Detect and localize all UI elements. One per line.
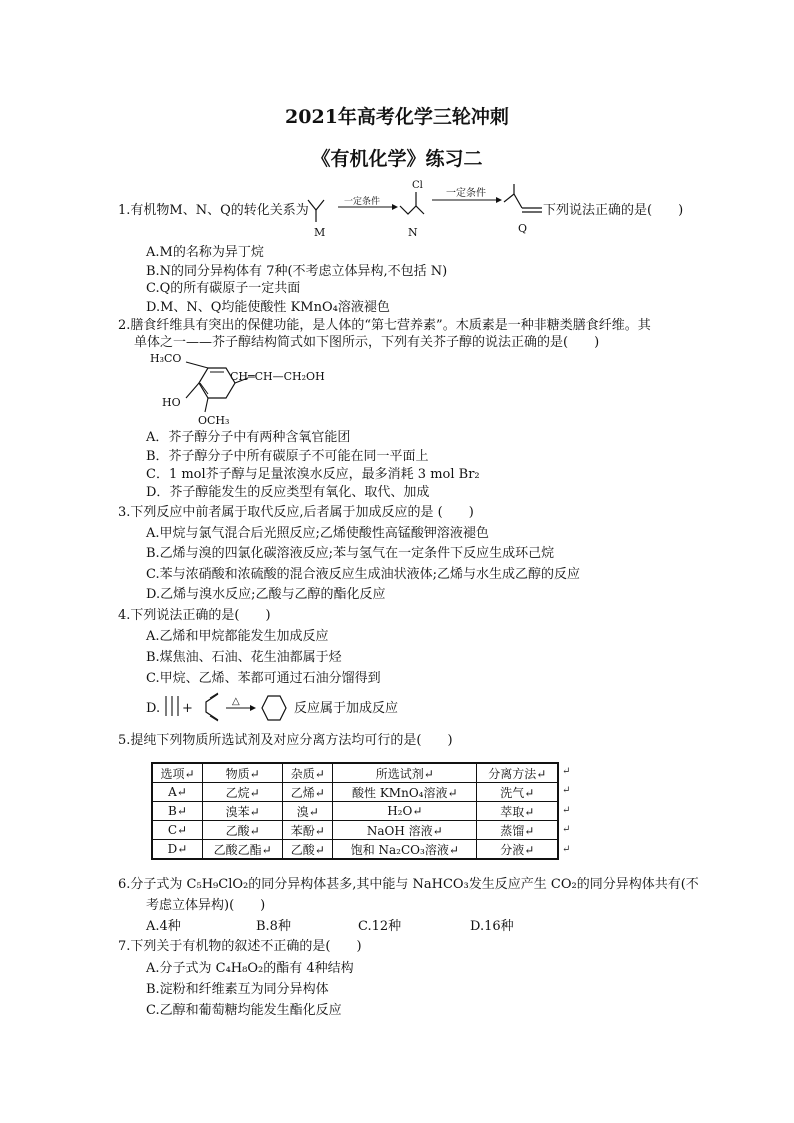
- q2-option-b: B．芥子醇分子中所有碳原子不可能在同一平面上: [146, 449, 429, 464]
- q3-option-c: C.苯与浓硝酸和浓硫酸的混合液反应生成油状液体;乙烯与水生成乙醇的反应: [146, 567, 580, 582]
- table-header-cell: 杂质↵: [283, 763, 333, 783]
- struct-h3co: H₃CO: [150, 352, 182, 365]
- cyclohexene-ring: [262, 696, 286, 720]
- row-end-mark: ↵: [562, 785, 571, 796]
- q7-option-c: C.乙醇和葡萄糖均能发生酯化反应: [146, 1003, 342, 1018]
- q6-stem-line1: 6.分子式为 C₅H₉ClO₂的同分异构体甚多,其中能与 NaHCO₃发生反应产生 CO₂的同分异构体共有(不: [118, 877, 699, 892]
- table-cell: 乙酸↵: [202, 821, 282, 840]
- q1-stem-after: 下列说法正确的是( ): [543, 203, 684, 218]
- table-cell: 萃取↵: [477, 802, 558, 821]
- q2-stem-line2: 单体之一——芥子醇结构简式如下图所示，下列有关芥子醇的说法正确的是( ): [134, 335, 600, 350]
- table-header-cell: 分离方法↵: [477, 763, 558, 783]
- reaction-arrowhead-2: [496, 197, 502, 203]
- q2-stem-line1: 2.膳食纤维具有突出的保健功能，是人体的“第七营养素”。木质素是一种非糖类膳食纤维。其: [118, 318, 651, 333]
- q3-stem: 3.下列反应中前者属于取代反应,后者属于加成反应的是 ( ): [118, 505, 474, 520]
- q4-option-d-prefix: D.: [146, 701, 161, 716]
- table-cell: 乙烯↵: [283, 783, 333, 802]
- table-cell: 乙酸↵: [283, 840, 333, 860]
- q6-option-c: C.12种: [358, 919, 402, 934]
- q1-stem-before: 1.有机物M、N、Q的转化关系为: [118, 203, 309, 218]
- q1-option-a: A.M的名称为异丁烷: [146, 245, 264, 260]
- label-cl: Cl: [412, 180, 423, 191]
- arrow-label-2: 一定条件: [446, 188, 486, 199]
- q4-option-b: B.煤焦油、石油、花生油都属于烃: [146, 650, 342, 665]
- molecule-q-bonds: [504, 194, 522, 208]
- table-row: [152, 783, 558, 802]
- q2-option-c: C．1 mol芥子醇与足量浓溴水反应，最多消耗 3 mol Br₂: [146, 467, 480, 482]
- q2-sinapyl-structure: [150, 350, 350, 430]
- q1-option-b: B.N的同分异构体有 7种(不考虑立体异构,不包括 N): [146, 264, 448, 279]
- label-n: N: [408, 226, 418, 239]
- q3-option-d: D.乙烯与溴水反应;乙酸与乙醇的酯化反应: [146, 587, 386, 602]
- q2-option-d: D．芥子醇能发生的反应类型有氧化、取代、加成: [146, 485, 430, 500]
- q6-option-b: B.8种: [256, 919, 291, 934]
- table-cell: 乙酸乙酯↵: [202, 840, 282, 860]
- molecule-m-bonds: [308, 200, 324, 210]
- table-cell: 酸性 KMnO₄溶液↵: [333, 783, 477, 802]
- table-cell: A↵: [152, 783, 202, 802]
- table-header-row: [152, 763, 558, 783]
- q4-option-c: C.甲烷、乙烯、苯都可通过石油分馏得到: [146, 671, 381, 686]
- table-cell: H₂O↵: [333, 802, 477, 821]
- molecule-n-bonds: [400, 206, 424, 214]
- row-end-mark: ↵: [562, 766, 571, 777]
- table-header-cell: 物质↵: [202, 763, 282, 783]
- q4-stem: 4.下列说法正确的是( ): [118, 608, 271, 623]
- q6-stem-line2: 考虑立体异构)( ): [146, 898, 266, 913]
- heat-sign: △: [232, 696, 240, 707]
- table-cell: 溴苯↵: [202, 802, 282, 821]
- struct-ho: HO: [162, 396, 181, 409]
- table-header-cell: 所选试剂↵: [333, 763, 477, 783]
- q4-diels-alder-diagram: [162, 690, 292, 726]
- table-row: [152, 802, 558, 821]
- struct-chain: CH═CH—CH₂OH: [230, 370, 325, 383]
- document-subtitle: 《有机化学》练习二: [311, 148, 483, 170]
- q3-option-b: B.乙烯与溴的四氯化碳溶液反应;苯与氢气在一定条件下反应生成环己烷: [146, 546, 555, 561]
- table-cell: 洗气↵: [477, 783, 558, 802]
- q4-option-d-suffix: 反应属于加成反应: [294, 701, 399, 716]
- table-row: [152, 840, 558, 860]
- table-cell: 苯酚↵: [283, 821, 333, 840]
- q1-option-d: D.M、N、Q均能使酸性 KMnO₄溶液褪色: [146, 300, 390, 315]
- row-end-mark: ↵: [562, 824, 571, 835]
- table-cell: C↵: [152, 821, 202, 840]
- plus-sign: +: [182, 701, 193, 716]
- table-cell: 分液↵: [477, 840, 558, 860]
- label-m: M: [314, 226, 326, 239]
- row-end-mark: ↵: [562, 844, 571, 855]
- arrow-label-1: 一定条件: [344, 197, 381, 207]
- q2-option-a: A．芥子醇分子中有两种含氧官能团: [146, 430, 351, 445]
- q3-option-a: A.甲烷与氯气混合后光照反应;乙烯使酸性高锰酸钾溶液褪色: [146, 526, 489, 541]
- q7-stem: 7.下列关于有机物的叙述不正确的是( ): [118, 939, 362, 954]
- q1-stem: [118, 203, 309, 219]
- reaction-arrowhead-1: [392, 204, 398, 210]
- q6-option-a: A.4种: [146, 919, 181, 934]
- table-cell: 蒸馏↵: [477, 821, 558, 840]
- butadiene-bonds: [206, 694, 218, 720]
- document-title: 2021年高考化学三轮冲刺: [285, 106, 509, 128]
- label-q: Q: [518, 222, 528, 235]
- table-cell: 饱和 Na₂CO₃溶液↵: [333, 840, 477, 860]
- q4-option-a: A.乙烯和甲烷都能发生加成反应: [146, 629, 329, 644]
- table-cell: 乙烷↵: [202, 783, 282, 802]
- table-header-cell: 选项↵: [152, 763, 202, 783]
- q6-option-d: D.16种: [470, 919, 514, 934]
- struct-och3: OCH₃: [198, 414, 230, 427]
- table-cell: B↵: [152, 802, 202, 821]
- q1-option-c: C.Q的所有碳原子一定共面: [146, 281, 301, 296]
- table-cell: 溴↵: [283, 802, 333, 821]
- row-end-mark: ↵: [562, 805, 571, 816]
- table-cell: NaOH 溶液↵: [333, 821, 477, 840]
- q7-option-a: A.分子式为 C₄H₈O₂的酯有 4种结构: [146, 961, 354, 976]
- q7-option-b: B.淀粉和纤维素互为同分异构体: [146, 982, 329, 997]
- q5-separation-table: [151, 762, 559, 860]
- q1-reaction-scheme: [300, 170, 560, 240]
- table-row: [152, 821, 558, 840]
- q5-stem: 5.提纯下列物质所选试剂及对应分离方法均可行的是( ): [118, 733, 453, 748]
- table-cell: D↵: [152, 840, 202, 860]
